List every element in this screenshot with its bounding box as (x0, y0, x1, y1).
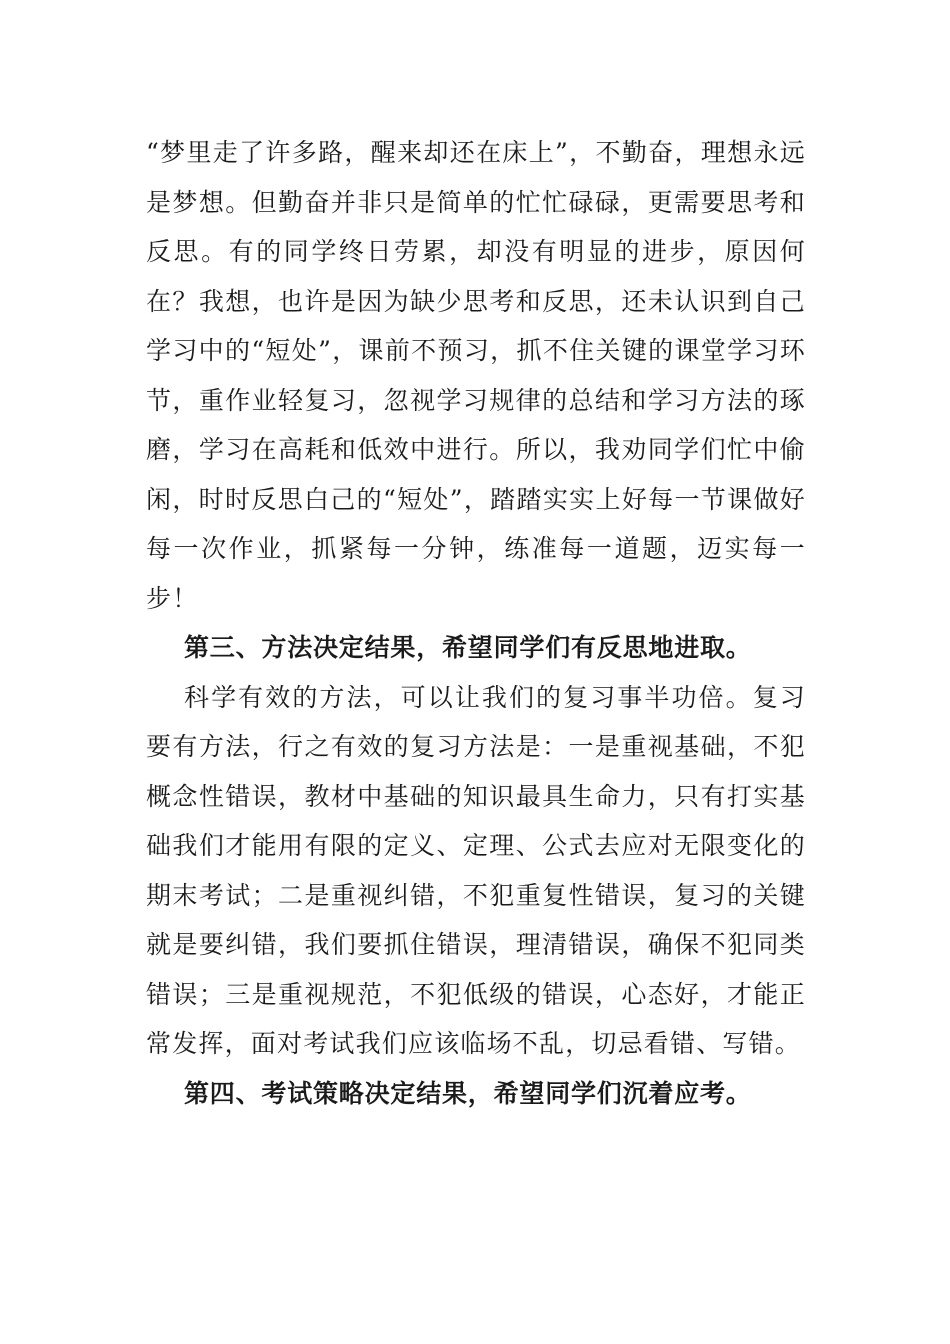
heading-fourth-strategy: 第四、考试策略决定结果，希望同学们沉着应考。 (184, 1078, 752, 1108)
paragraph-review-methods: 科学有效的方法，可以让我们的复习事半功倍。复习要有方法，行之有效的复习方法是：一是重视基础，不犯概念性错误，教材中基础的知识最具生命力，只有打实基础我们才能用有限的定义、定理、公式去应对无限变化的期末考试；二是重视纠错，不犯重复性错误，复习的关键就是要纠错，我们要抓住错误，理清错误，确保不犯同类错误；三是重视规范，不犯低级的错误，心态好，才能正常发挥，面对考试我们应该临场不乱，切忌看错、写错。 (146, 682, 806, 1058)
paragraph-diligence-reflection: “梦里走了许多路，醒来却还在床上”，不勤奋，理想永远是梦想。但勤奋并非只是简单的忙忙碌碌，更需要思考和反思。有的同学终日劳累，却没有明显的进步，原因何在？我想，也许是因为缺少思考和反思，还未认识到自己学习中的“短处”，课前不预习，抓不住关键的课堂学习环节，重作业轻复习，忽视学习规律的总结和学习方法的琢磨，学习在高耗和低效中进行。所以，我劝同学们忙中偷闲，时时反思白己的“短处”，踏踏实实上好每一节课做好每一次作业，抓紧每一分钟，练准每一道题，迈实每一步！ (146, 138, 806, 613)
document-body (146, 128, 806, 1118)
heading-third-method: 第三、方法决定结果，希望同学们有反思地进取。 (184, 633, 752, 662)
